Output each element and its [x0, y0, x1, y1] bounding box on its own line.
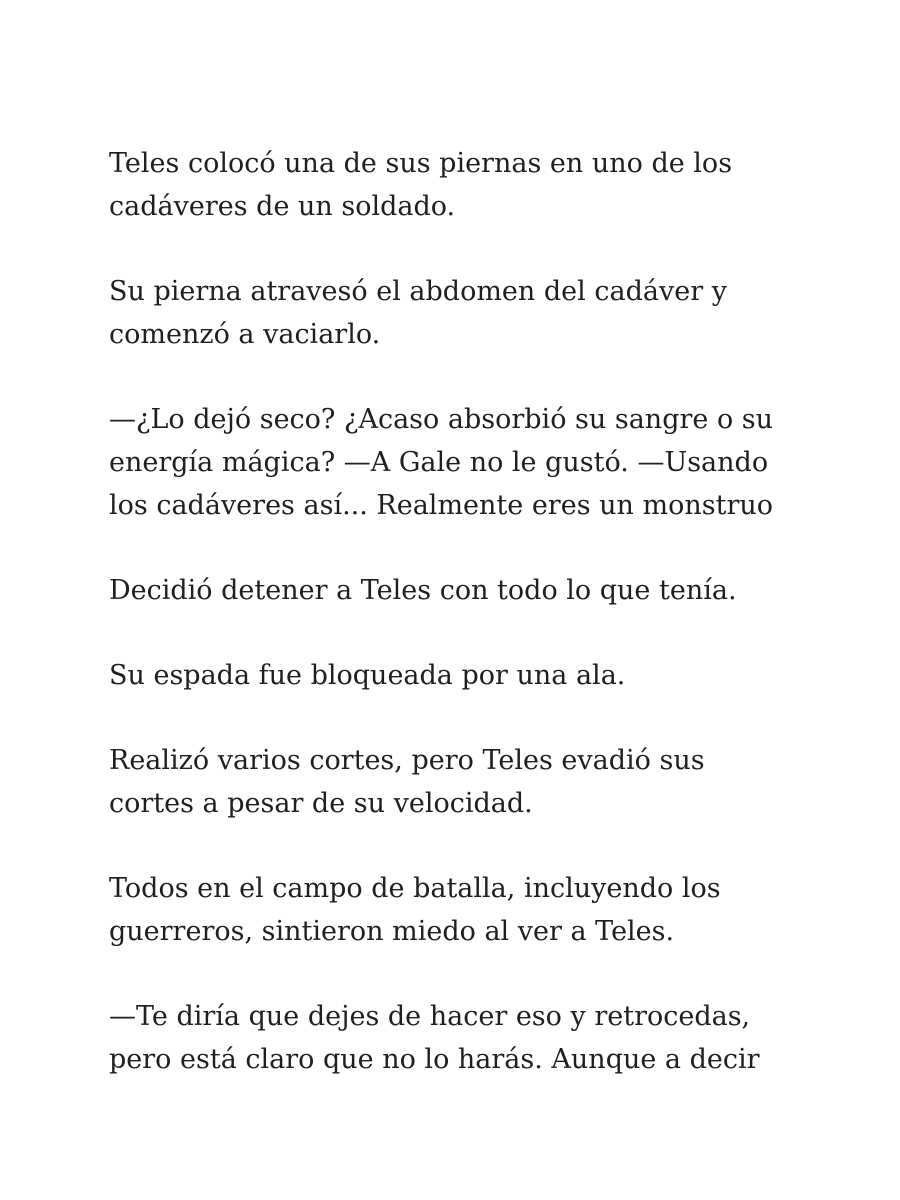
text-line: Su pierna atravesó el abdomen del cadáver y	[109, 276, 727, 307]
paragraph-4	[109, 569, 809, 612]
text-line: —¿Lo dejó seco? ¿Acaso absorbió su sangre o su	[109, 404, 774, 435]
paragraph-6	[109, 739, 809, 825]
text-line: comenzó a vaciarlo.	[109, 319, 381, 350]
text-line: los cadáveres así... Realmente eres un monstruo	[109, 490, 773, 521]
document-body	[109, 142, 809, 1123]
text-line: energía mágica? —A Gale no le gustó. —Usando	[109, 447, 769, 478]
text-line: pero está claro que no lo harás. Aunque a decir	[109, 1044, 760, 1075]
paragraph-2	[109, 270, 809, 356]
text-line: Realizó varios cortes, pero Teles evadió sus	[109, 745, 705, 776]
text-line: Todos en el campo de batalla, incluyendo los	[109, 873, 721, 904]
paragraph-1	[109, 142, 809, 228]
paragraph-5	[109, 654, 809, 697]
paragraph-3	[109, 398, 809, 527]
text-line: cortes a pesar de su velocidad.	[109, 788, 533, 819]
text-line: guerreros, sintieron miedo al ver a Teles.	[109, 916, 675, 947]
paragraph-7	[109, 867, 809, 953]
text-line: Decidió detener a Teles con todo lo que tenía.	[109, 575, 737, 606]
text-line: —Te diría que dejes de hacer eso y retrocedas,	[109, 1001, 751, 1032]
paragraph-8	[109, 995, 809, 1081]
text-line: Teles colocó una de sus piernas en uno de los	[109, 148, 733, 179]
text-line: cadáveres de un soldado.	[109, 191, 456, 222]
text-line: Su espada fue bloqueada por una ala.	[109, 660, 626, 691]
